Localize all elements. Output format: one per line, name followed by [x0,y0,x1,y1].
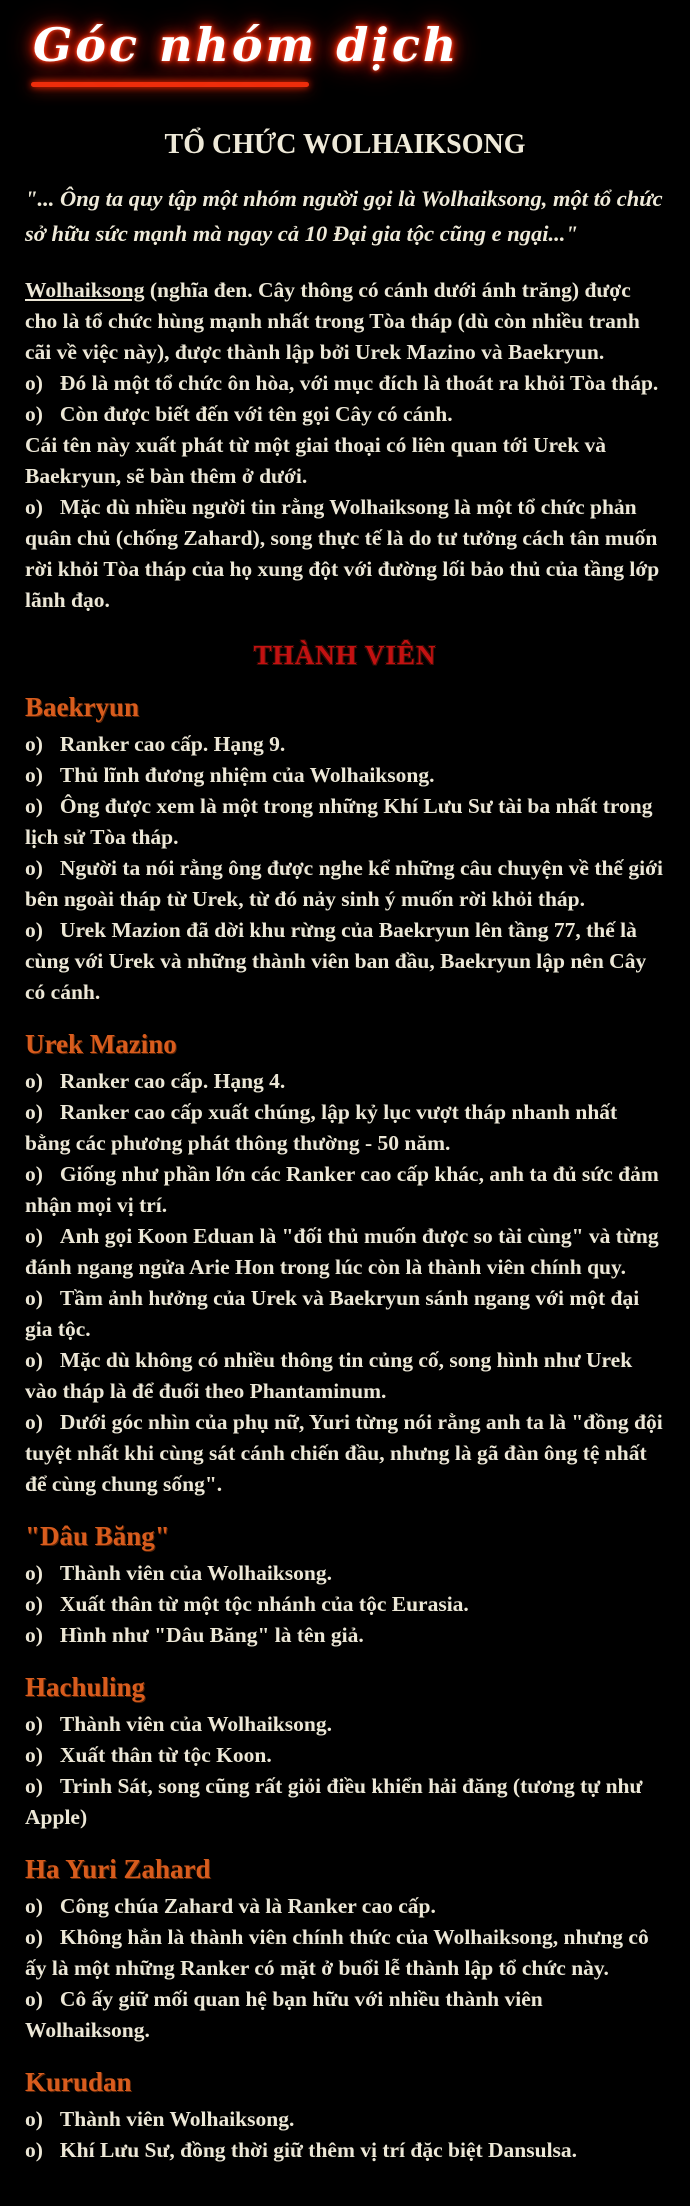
bullet-marker: o) [25,2107,43,2131]
bullet-item [25,492,665,616]
bullet-item [25,729,665,760]
member-name-heading: Urek Mazino [25,1029,177,1059]
member-name-heading: Kurudan [25,2067,132,2097]
member-sections [25,692,665,2166]
bullet-marker: o) [25,1743,43,1767]
member-name-heading: Baekryun [25,692,140,722]
bullet-item [25,791,665,853]
bullet-marker: o) [25,371,43,395]
bullet-text: Tầm ảnh hưởng của Urek và Baekryun sánh ngang với một đại gia tộc. [25,1286,640,1341]
member-section [25,1854,665,2046]
bullet-item [25,1097,665,1159]
bullet-marker: o) [25,763,43,787]
bullet-marker: o) [25,1069,43,1093]
bullet-item [25,1558,665,1589]
bullet-text: Dưới góc nhìn của phụ nữ, Yuri từng nói rằng anh ta là "đồng đội tuyệt nhất khi cùng sát cánh chiến đầu, nhưng là gã đàn ông tệ nhất để cùng chung sống". [25,1410,663,1496]
bullet-marker: o) [25,732,43,756]
bullet-text: Trinh Sát, song cũng rất giỏi điều khiển hải đăng (tương tự như Apple) [25,1774,643,1829]
bullet-text: Hình như "Dâu Băng" là tên giả. [59,1623,364,1647]
members-heading: THÀNH VIÊN [253,640,437,670]
member-section [25,1521,665,1651]
bullet-marker: o) [25,1224,43,1248]
intro-paragraph-rest: (nghĩa đen. Cây thông có cánh dưới ánh trăng) được cho là tổ chức hùng mạnh nhất trong Tòa tháp (dù còn nhiều tranh cãi về việc này), được thành lập bởi Urek Mazino và Baekryun. [25,278,640,364]
bullet-text: Cô ấy giữ mối quan hệ bạn hữu với nhiều thành viên Wolhaiksong. [25,1987,543,2042]
bullet-text: Người ta nói rằng ông được nghe kể những câu chuyện về thế giới bên ngoài tháp từ Urek, từ đó nảy sinh ý muốn rời khỏi tháp. [25,856,663,911]
bullet-text: Thành viên của Wolhaiksong. [59,1712,332,1736]
bullet-text: Anh gọi Koon Eduan là "đối thủ muốn được so tài cùng" và từng đánh ngang ngửa Arie Hon trong lúc còn là thành viên chính quy. [25,1224,659,1279]
bullet-marker: o) [25,402,43,426]
bullet-marker: o) [25,794,43,818]
bullet-item [25,1740,665,1771]
intro-quote: "... Ông ta quy tập một nhóm người gọi là Wolhaiksong, một tổ chức sở hữu sức mạnh mà ngay cả 10 Đại gia tộc cũng e ngại..." [25,186,663,246]
member-section [25,1672,665,1833]
bullet-item [25,1771,665,1833]
bullet-item [25,399,665,430]
bullet-text: Mặc dù nhiều người tin rằng Wolhaiksong là một tổ chức phản quân chủ (chống Zahard), song thực tế là do tư tưởng cách tân muốn rời khỏi Tòa tháp của họ xung đột với đường lối bảo thủ của tầng lớp lãnh đạo. [25,495,660,612]
group-logo-text: Góc nhóm dịch [33,18,460,72]
bullet-marker: o) [25,1774,43,1798]
bullet-marker: o) [25,1286,43,1310]
intro-bullet-list [25,368,665,430]
page-title: TỔ CHỨC WOLHAIKSONG [164,129,526,160]
bullet-marker: o) [25,1561,43,1585]
intro-paragraph [25,275,665,368]
bullet-text: Ranker cao cấp xuất chúng, lập kỷ lục vượt tháp nhanh nhất bằng các phương phát thông thường - 50 năm. [25,1100,618,1155]
bullet-text: Xuất thân từ một tộc nhánh của tộc Eurasia. [59,1592,469,1616]
bullet-marker: o) [25,1348,43,1372]
bullet-text: Mặc dù không có nhiều thông tin củng cố, song hình như Urek vào tháp là để đuổi theo Phantaminum. [25,1348,633,1403]
bullet-text: Còn được biết đến với tên gọi Cây có cánh. [59,402,453,426]
bullet-item [25,1620,665,1651]
member-section [25,692,665,1008]
bullet-marker: o) [25,918,43,942]
bullet-text: Urek Mazion đã dời khu rừng của Baekryun lên tầng 77, thế là cùng với Urek và những thành viên ban đầu, Baekryun lập nên Cây có cánh. [25,918,647,1004]
bullet-text: Thành viên của Wolhaiksong. [59,1561,332,1585]
bullet-item [25,1589,665,1620]
bullet-item [25,853,665,915]
bullet-text: Thành viên Wolhaiksong. [59,2107,295,2131]
member-name-heading: Hachuling [25,1672,146,1702]
bullet-text: Công chúa Zahard và là Ranker cao cấp. [59,1894,436,1918]
member-section [25,1029,665,1500]
bullet-text: Ranker cao cấp. Hạng 4. [59,1069,286,1093]
bullet-marker: o) [25,1623,43,1647]
bullet-marker: o) [25,1592,43,1616]
bullet-text: Giống như phần lớn các Ranker cao cấp khác, anh ta đủ sức đảm nhận mọi vị trí. [25,1162,659,1217]
bullet-item [25,1922,665,1984]
intro-note: Cái tên này xuất phát từ một giai thoại có liên quan tới Urek và Baekryun, sẽ bàn thêm ở dưới. [25,433,607,488]
member-name-heading: "Dâu Băng" [25,1521,170,1551]
intro-bullet-list-2 [25,492,665,616]
bullet-item [25,1984,665,2046]
bullet-text: Không hẳn là thành viên chính thức của Wolhaiksong, nhưng cô ấy là một những Ranker có mặt ở buổi lễ thành lập tổ chức này. [25,1925,649,1980]
bullet-marker: o) [25,1894,43,1918]
bullet-item [25,760,665,791]
bullet-text: Thủ lĩnh đương nhiệm của Wolhaiksong. [59,763,435,787]
bullet-marker: o) [25,2138,43,2162]
bullet-item [25,368,665,399]
member-name-heading: Ha Yuri Zahard [25,1854,211,1884]
bullet-marker: o) [25,1712,43,1736]
bullet-marker: o) [25,1162,43,1186]
bullet-item [25,1709,665,1740]
bullet-text: Đó là một tổ chức ôn hòa, với mục đích là thoát ra khỏi Tòa tháp. [59,371,659,395]
member-section [25,2067,665,2166]
bullet-text: Ranker cao cấp. Hạng 9. [59,732,286,756]
bullet-item [25,2104,665,2135]
bullet-item [25,1283,665,1345]
logo-underline [31,82,309,87]
bullet-item [25,915,665,1008]
bullet-marker: o) [25,1100,43,1124]
bullet-marker: o) [25,856,43,880]
bullet-marker: o) [25,495,43,519]
bullet-item [25,1891,665,1922]
bullet-marker: o) [25,1410,43,1434]
bullet-item [25,1066,665,1097]
bullet-item [25,1221,665,1283]
bullet-text: Ông được xem là một trong những Khí Lưu Sư tài ba nhất trong lịch sử Tòa tháp. [25,794,653,849]
bullet-marker: o) [25,1987,43,2011]
wolhaiksong-term: Wolhaiksong [25,278,145,302]
header [25,18,665,87]
bullet-item [25,2135,665,2166]
bullet-text: Xuất thân từ tộc Koon. [59,1743,272,1767]
bullet-item [25,1407,665,1500]
bullet-item [25,1159,665,1221]
bullet-marker: o) [25,1925,43,1949]
bullet-text: Khí Lưu Sư, đồng thời giữ thêm vị trí đặc biệt Dansulsa. [59,2138,578,2162]
bullet-item [25,1345,665,1407]
